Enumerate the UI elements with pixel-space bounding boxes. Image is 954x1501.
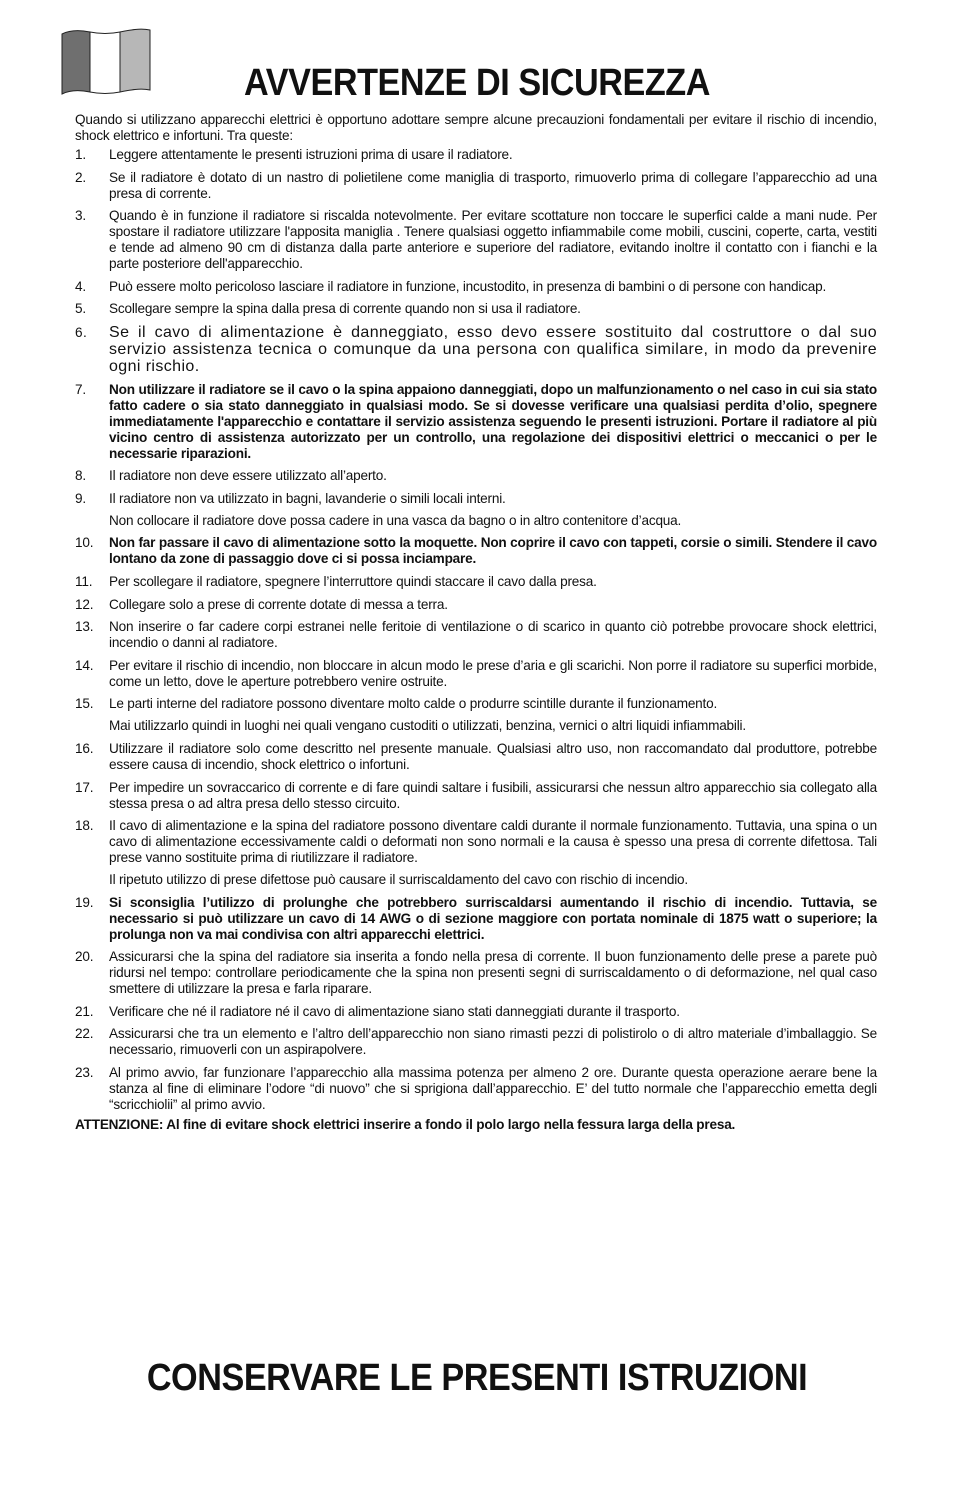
list-item: 7. Non utilizzare il radiatore se il cavo o la spina appaiono danneggiati, dopo un malfunzionamento o nel caso in cui sia stato fatto cadere o sia stato danneggiato in qualsiasi modo. Se si dovesse verificare una qualsiasi perdita d’olio, spegnere immediatamente l'apparecchio e contattare il servizio assistenza seguendo le presenti istruzioni. Portare il radiatore al più vicino centro di assistenza autorizzato per un controllo, una regolazione dei dispositivi elettrici o meccanici o per le necessarie riparazioni. [75,381,877,461]
list-item: 8. Il radiatore non deve essere utilizzato all’aperto. [75,468,387,484]
list-item: 3. Quando è in funzione il radiatore si riscalda notevolmente. Per evitare scottature non toccare le superfici calde a mani nude. Per spostare il radiatore utilizzare l'apposita maniglia . Tenere qualsiasi oggetto infiammabile come mobili, cuscini, coperte, carta, vestiti e tende ad almeno 90 cm di distanza dalla parte anteriore e superiore del radiatore, evitando inoltre il contatto con i fianchi e la parte posteriore dell'apparecchio. [75,208,877,272]
list-item: 12. Collegare solo a prese di corrente dotate di messa a terra. [75,596,448,612]
list-item: 4. Può essere molto pericoloso lasciare il radiatore in funzione, incustodito, in presenza di bambini o di persone con handicap. [75,278,827,294]
list-item: 21. Verificare che né il radiatore né il cavo di alimentazione siano stati danneggiati durante il trasporto. [75,1003,680,1019]
list-item: 17. Per impedire un sovraccarico di corrente e di fare quindi saltare i fusibili, assicurarsi che nessun altro apparecchio sia collegato alla stessa presa o ad altra presa dello stesso circuito. [75,779,877,811]
list-item-extra: Mai utilizzarlo quindi in luoghi nei quali vengano custoditi o utilizzati, benzina, vernici o altri liquidi infiammabili. [109,718,746,734]
document-body [75,112,877,1133]
list-item: 22. Assicurarsi che tra un elemento e l’altro dell’apparecchio non siano rimasti pezzi di polistirolo o di altro materiale d’imballaggio. Se necessario, rimuoverli con un aspirapolvere. [75,1026,877,1058]
list-item: 16. Utilizzare il radiatore solo come descritto nel presente manuale. Qualsiasi altro uso, non raccomandato dal produttore, potrebbe essere causa di incendio, shock elettrico o infortuni. [75,740,877,772]
intro-paragraph: Quando si utilizzano apparecchi elettrici è opportuno adottare sempre alcune precauzioni fondamentali per evitare il rischio di incendio, shock elettrico e infortuni. Tra queste: [75,112,877,143]
list-item: 14. Per evitare il rischio di incendio, non bloccare in alcun modo le prese d’aria e gli scarichi. Non porre il radiatore su superfici morbide, come un letto, dove le aperture potrebbero venire ostruite. [75,657,877,689]
list-item: 2. Se il radiatore è dotato di un nastro di polietilene come maniglia di trasporto, rimuoverlo prima di collegare l’apparecchio ad una presa di corrente. [75,169,877,201]
page-title: AVVERTENZE DI SICUREZZA [244,62,710,104]
list-item: 10. Non far passare il cavo di alimentazione sotto la moquette. Non coprire il cavo con tappeti, corsie o simili. Stendere il cavo lontano da zone di passaggio dove ci si possa inciampare. [75,535,877,567]
list-item: 18. Il cavo di alimentazione e la spina del radiatore possono diventare caldi durante il normale funzionamento. Tuttavia, una spina o un cavo di alimentazione eccessivamente caldi o deformati non sono normali e la causa è spesso una presa di corrente difettosa. Tali prese vanno sostituite prima di riutilizzare il radiatore. Il ripetuto utilizzo di prese difettose può causare il surriscaldamento del cavo con rischio di incendio. [75,818,877,888]
list-item: 9. Il radiatore non va utilizzato in bagni, lavanderie o simili locali interni. Non collocare il radiatore dove possa cadere in una vasca da bagno o in altro contenitore d’acqua. [75,491,877,529]
list-item: 13. Non inserire o far cadere corpi estranei nelle feritoie di ventilazione o di scarico in quanto ciò potrebbe provocare shock elettrici, incendio o danni al radiatore. [75,619,877,651]
list-item: 15. Le parti interne del radiatore possono diventare molto calde o produrre scintille durante il funzionamento. Mai utilizzarlo quindi in luoghi nei quali vengano custoditi o utilizzati, benzina, vernici o altri liquidi infiammabili. [75,696,877,734]
list-item: 1. Leggere attentamente le presenti istruzioni prima di usare il radiatore. [75,147,513,162]
list-item: 23. Al primo avvio, far funzionare l’apparecchio alla massima potenza per almeno 2 ore. Durante questa operazione aerare bene la stanza al fine di eliminare l’odore “di nuovo” che si sprigiona dall’apparecchio. E’ del tutto normale che l’apparecchio emetta degli “scricchiolii” al primo avvio. [75,1065,877,1113]
list-item: 5. Scollegare sempre la spina dalla presa di corrente quando non si usa il radiatore. [75,301,581,317]
warning-note: ATTENZIONE: Al fine di evitare shock elettrici inserire a fondo il polo largo nella fessura larga della presa. [75,1117,736,1133]
safety-list [75,147,877,1113]
footer-title: CONSERVARE LE PRESENTI ISTRUZIONI [146,1357,808,1399]
list-item: 11. Per scollegare il radiatore, spegnere l’interruttore quindi staccare il cavo dalla presa. [75,573,597,589]
list-item-extra: Il ripetuto utilizzo di prese difettose può causare il surriscaldamento del cavo con rischio di incendio. [109,872,688,888]
list-item-extra: Non collocare il radiatore dove possa cadere in una vasca da bagno o in altro contenitore d’acqua. [109,512,682,528]
list-item: 19. Si sconsiglia l’utilizzo di prolunghe che potrebbero surriscaldarsi aumentando il rischio di incendio. Tuttavia, se necessario si può utilizzare un cavo di 14 AWG o di sezione maggiore con portata nominale di 1875 watt o superiore; la prolunga non va mai condivisa con altri apparecchi elettrici. [75,894,877,942]
list-item: 6. Se il cavo di alimentazione è danneggiato, esso devo essere sostituito dal costruttore o dal suo servizio assistenza tecnica o comunque da una persona con qualifica similare, in modo da prevenire ogni rischio. [75,323,877,375]
list-item: 20. Assicurarsi che la spina del radiatore sia inserita a fondo nella presa di corrente. Il buon funzionamento delle prese a parete può ridursi nel tempo: controllare periodicamente che la spina non presenti segni di surriscaldamento o di deformazione, nel qual caso smettere di utilizzare la presa e farla riparare. [75,949,877,997]
